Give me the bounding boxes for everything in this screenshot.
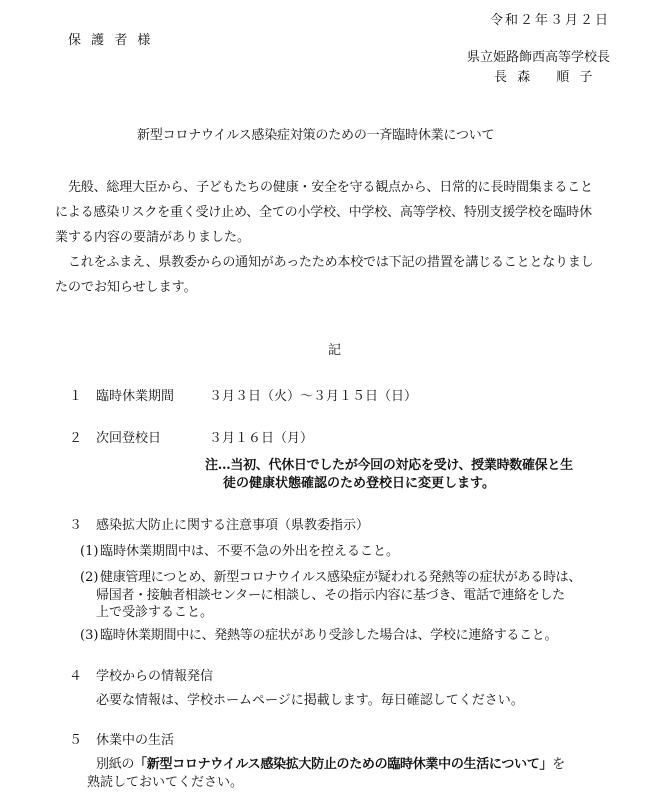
- document-date: 令和２年３月２日: [489, 13, 610, 28]
- intro-p1-line2: による感染リスクを重く受け止め、全ての小学校、中学校、高等学校、特別支援学校を臨時休: [55, 205, 592, 220]
- item4-number: ４: [69, 669, 83, 684]
- intro-p1-line1: 先般、総理大臣から、子どもたちの健康・安全を守る観点から、日常的に長時間集まること: [68, 180, 593, 195]
- ki-marker: 記: [328, 343, 342, 358]
- item3-sub2-line3: 上で受診すること。: [96, 605, 214, 620]
- item3-heading: 感染拡大防止に関する注意事項（県教委指示）: [96, 518, 370, 533]
- item5-body-line1: [96, 758, 565, 771]
- recipient: 保 護 者 様: [68, 33, 154, 48]
- item5-heading: 休業中の生活: [96, 733, 175, 748]
- item2-number: ２: [69, 431, 83, 446]
- intro-p2-line2: たのでお知らせします。: [55, 280, 197, 295]
- item3-sub2-line1: 健康管理につとめ、新型コロナウイルス感染症が疑われる発熱等の症状がある時は、: [100, 570, 582, 585]
- item1-number: １: [69, 389, 83, 404]
- item3-sub2-line2: 帰国者・接触者相談センターに相談し、その指示内容に基づき、電話で連絡をした: [96, 588, 565, 603]
- item1-value: ３月３日（火）～３月１５日（日）: [209, 389, 418, 404]
- item4-heading: 学校からの情報発信: [96, 669, 214, 684]
- item5-body-pre: 別紙の: [96, 757, 135, 772]
- item3-sub1-mark: (1): [80, 544, 99, 559]
- item5-body-bold: 「新型コロナウイルス感染拡大防止のための臨時休業中の生活について」: [134, 757, 553, 772]
- item3-sub1-line1: 臨時休業期間中は、不要不急の外出を控えること。: [100, 544, 400, 559]
- item3-sub2-mark: (2): [80, 570, 99, 585]
- item2-label: 次回登校日: [96, 431, 162, 446]
- item3-number: ３: [69, 518, 83, 533]
- sender-name: 長 森 順 子: [494, 70, 596, 85]
- item4-body: 必要な情報は、学校ホームページに掲載します。毎日確認してください。: [96, 693, 524, 708]
- item5-body-line2: 熟読しておいてください。: [87, 775, 244, 790]
- item3-sub3-mark: (3): [80, 628, 99, 643]
- intro-p2-line1: これをふまえ、県教委からの通知があったため本校では下記の措置を講じることとなりまし: [68, 255, 594, 270]
- item3-sub3-line1: 臨時休業期間中に、発熱等の症状があり受診した場合は、学校に連絡すること。: [100, 628, 558, 643]
- item5-number: ５: [69, 733, 83, 748]
- intro-p1-line3: 業する内容の要請がありました。: [55, 230, 251, 245]
- sender-organization: 県立姫路飾西高等学校長: [466, 50, 610, 65]
- item2-value: ３月１６日（月）: [209, 431, 314, 446]
- item5-body-post: を: [552, 757, 565, 772]
- item2-note-line1: 注…当初、代休日でしたが今回の対応を受け、授業時数確保と生: [205, 458, 573, 473]
- item1-label: 臨時休業期間: [96, 389, 175, 404]
- document-title: 新型コロナウイルス感染症対策のための一斉臨時休業について: [137, 128, 495, 143]
- item2-note-line2: 徒の健康状態確認のため登校日に変更します。: [223, 476, 495, 491]
